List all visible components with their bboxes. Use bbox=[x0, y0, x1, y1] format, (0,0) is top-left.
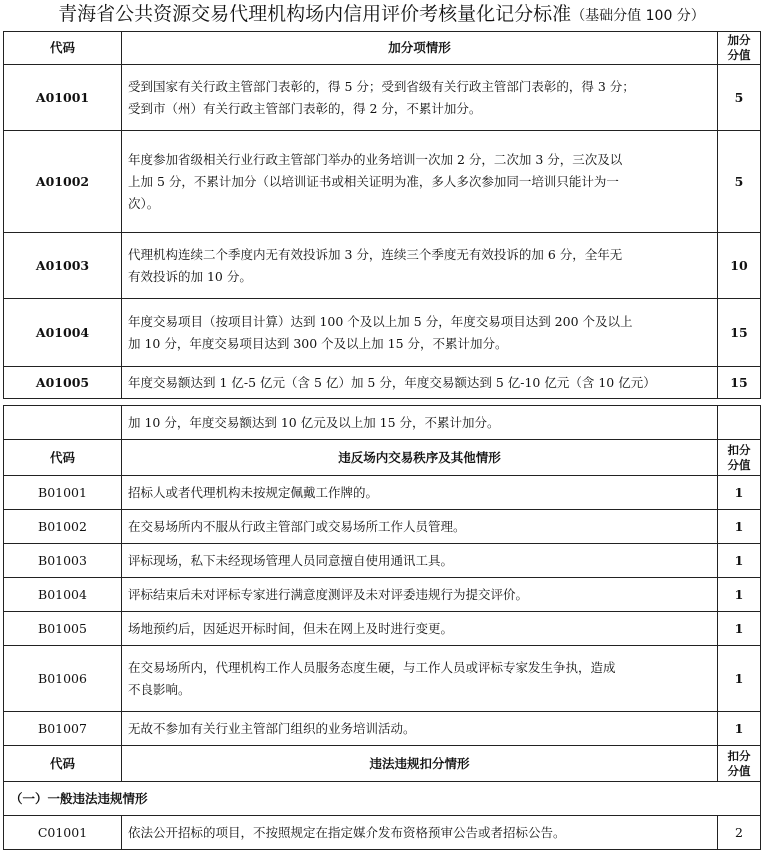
table-row bbox=[4, 510, 761, 544]
description-line: 评标结束后未对评标专家进行满意度测评及未对评委违规行为提交评价。 bbox=[128, 586, 529, 602]
row-score: 1 bbox=[718, 476, 761, 510]
row-score: 1 bbox=[718, 578, 761, 612]
row-description bbox=[122, 544, 718, 578]
row-description bbox=[122, 712, 718, 746]
row-score: 15 bbox=[718, 367, 761, 399]
row-code: A01004 bbox=[4, 299, 122, 367]
section-row bbox=[4, 782, 761, 816]
table-row bbox=[4, 578, 761, 612]
row-code: C01001 bbox=[4, 816, 122, 850]
row-score: 15 bbox=[718, 299, 761, 367]
table-row bbox=[4, 367, 761, 399]
header-score-text: 扣分 分值 bbox=[727, 442, 751, 472]
row-score: 5 bbox=[718, 131, 761, 233]
description-line: 受到市（州）有关行政主管部门表彰的，得 2 分，不累计加分。 bbox=[128, 100, 482, 116]
document-title bbox=[0, 0, 763, 30]
table-row bbox=[4, 544, 761, 578]
row-code: A01002 bbox=[4, 131, 122, 233]
row-code: B01005 bbox=[4, 612, 122, 646]
row-score: 1 bbox=[718, 646, 761, 712]
row-code: B01004 bbox=[4, 578, 122, 612]
row-code: B01007 bbox=[4, 712, 122, 746]
header-bonus-score bbox=[718, 32, 761, 65]
row-score: 10 bbox=[718, 233, 761, 299]
row-description bbox=[122, 233, 718, 299]
description-line: 在交易场所内不服从行政主管部门或交易场所工作人员管理。 bbox=[128, 518, 466, 534]
row-code: A01005 bbox=[4, 367, 122, 399]
table-row bbox=[4, 816, 761, 850]
row-description bbox=[122, 646, 718, 712]
table-header-row bbox=[4, 440, 761, 476]
continuation-row bbox=[4, 406, 761, 440]
description-line: 招标人或者代理机构未按规定佩戴工作牌的。 bbox=[128, 484, 379, 500]
header-score-text: 加分 分值 bbox=[727, 33, 751, 62]
description-line: 受到国家有关行政主管部门表彰的，得 5 分；受到省级有关行政主管部门表彰的，得 3 分； bbox=[128, 78, 635, 94]
header-bonus-description: 加分项情形 bbox=[122, 32, 718, 65]
description-line: 依法公开招标的项目，不按照规定在指定媒介发布资格预审公告或者招标公告。 bbox=[128, 824, 566, 840]
description-line: 评标现场，私下未经现场管理人员同意擅自使用通讯工具。 bbox=[128, 552, 454, 568]
description-line: 有效投诉的加 10 分。 bbox=[128, 268, 252, 284]
description-line: 次）。 bbox=[128, 195, 160, 211]
table-row bbox=[4, 299, 761, 367]
row-description bbox=[122, 816, 718, 850]
description-line: 年度参加省级相关行业行政主管部门举办的业务培训一次加 2 分，二次加 3 分，三次及以 bbox=[128, 151, 623, 167]
row-code: B01003 bbox=[4, 544, 122, 578]
header-code: 代码 bbox=[4, 32, 122, 65]
table-row bbox=[4, 131, 761, 233]
row-code: B01001 bbox=[4, 476, 122, 510]
row-score: 1 bbox=[718, 544, 761, 578]
description-line: 场地预约后，因延迟开标时间，但未在网上及时进行变更。 bbox=[128, 620, 454, 636]
header-deduction-score bbox=[718, 440, 761, 476]
title-subtitle: （基础分值 100 分） bbox=[571, 8, 705, 24]
header-violation-description: 违反场内交易秩序及其他情形 bbox=[122, 440, 718, 476]
row-description bbox=[122, 476, 718, 510]
row-code: A01001 bbox=[4, 65, 122, 131]
table-header-row bbox=[4, 746, 761, 782]
header-illegal-description: 违法违规扣分情形 bbox=[122, 746, 718, 782]
header-score-text: 扣分 分值 bbox=[727, 748, 751, 778]
row-description bbox=[122, 65, 718, 131]
description-line: 加 10 分，年度交易项目达到 300 个及以上加 15 分，不累计加分。 bbox=[128, 335, 508, 351]
row-code: A01003 bbox=[4, 233, 122, 299]
row-description bbox=[122, 299, 718, 367]
description-line: 上加 5 分，不累计加分（以培训证书或相关证明为准，多人多次参加同一培训只能计为一 bbox=[128, 173, 619, 189]
row-description bbox=[122, 612, 718, 646]
table-row bbox=[4, 646, 761, 712]
table-row bbox=[4, 712, 761, 746]
row-description bbox=[122, 131, 718, 233]
description-line: 在交易场所内，代理机构工作人员服务态度生硬，与工作人员或评标专家发生争执，造成 bbox=[128, 659, 616, 675]
table-row bbox=[4, 612, 761, 646]
section-heading: （一）一般违法违规情形 bbox=[4, 782, 761, 816]
description-line: 不良影响。 bbox=[128, 681, 191, 697]
table-header-row bbox=[4, 32, 761, 65]
row-description bbox=[122, 367, 718, 399]
description-line: 年度交易项目（按项目计算）达到 100 个及以上加 5 分，年度交易项目达到 200 个及以上 bbox=[128, 313, 633, 329]
row-code: B01006 bbox=[4, 646, 122, 712]
continuation-text: 加 10 分，年度交易额达到 10 亿元及以上加 15 分，不累计加分。 bbox=[122, 406, 718, 440]
row-score: 1 bbox=[718, 712, 761, 746]
header-code: 代码 bbox=[4, 440, 122, 476]
row-score: 1 bbox=[718, 612, 761, 646]
continuation-code-cell bbox=[4, 406, 122, 440]
bonus-items-table bbox=[3, 31, 761, 399]
description-line: 无故不参加有关行业主管部门组织的业务培训活动。 bbox=[128, 720, 416, 736]
title-main: 青海省公共资源交易代理机构场内信用评价考核量化记分标准 bbox=[58, 3, 572, 25]
table-row bbox=[4, 476, 761, 510]
row-description bbox=[122, 578, 718, 612]
continuation-score-cell bbox=[718, 406, 761, 440]
row-score: 2 bbox=[718, 816, 761, 850]
description-line: 年度交易额达到 1 亿-5 亿元（含 5 亿）加 5 分，年度交易额达到 5 亿-10 亿元（含 10 亿元） bbox=[128, 374, 656, 390]
description-line: 代理机构连续二个季度内无有效投诉加 3 分，连续三个季度无有效投诉的加 6 分，全年无 bbox=[128, 246, 623, 262]
header-code: 代码 bbox=[4, 746, 122, 782]
table-row bbox=[4, 233, 761, 299]
row-score: 1 bbox=[718, 510, 761, 544]
header-deduction-score bbox=[718, 746, 761, 782]
row-score: 5 bbox=[718, 65, 761, 131]
deduction-items-table bbox=[3, 405, 761, 850]
table-row bbox=[4, 65, 761, 131]
row-code: B01002 bbox=[4, 510, 122, 544]
row-description bbox=[122, 510, 718, 544]
